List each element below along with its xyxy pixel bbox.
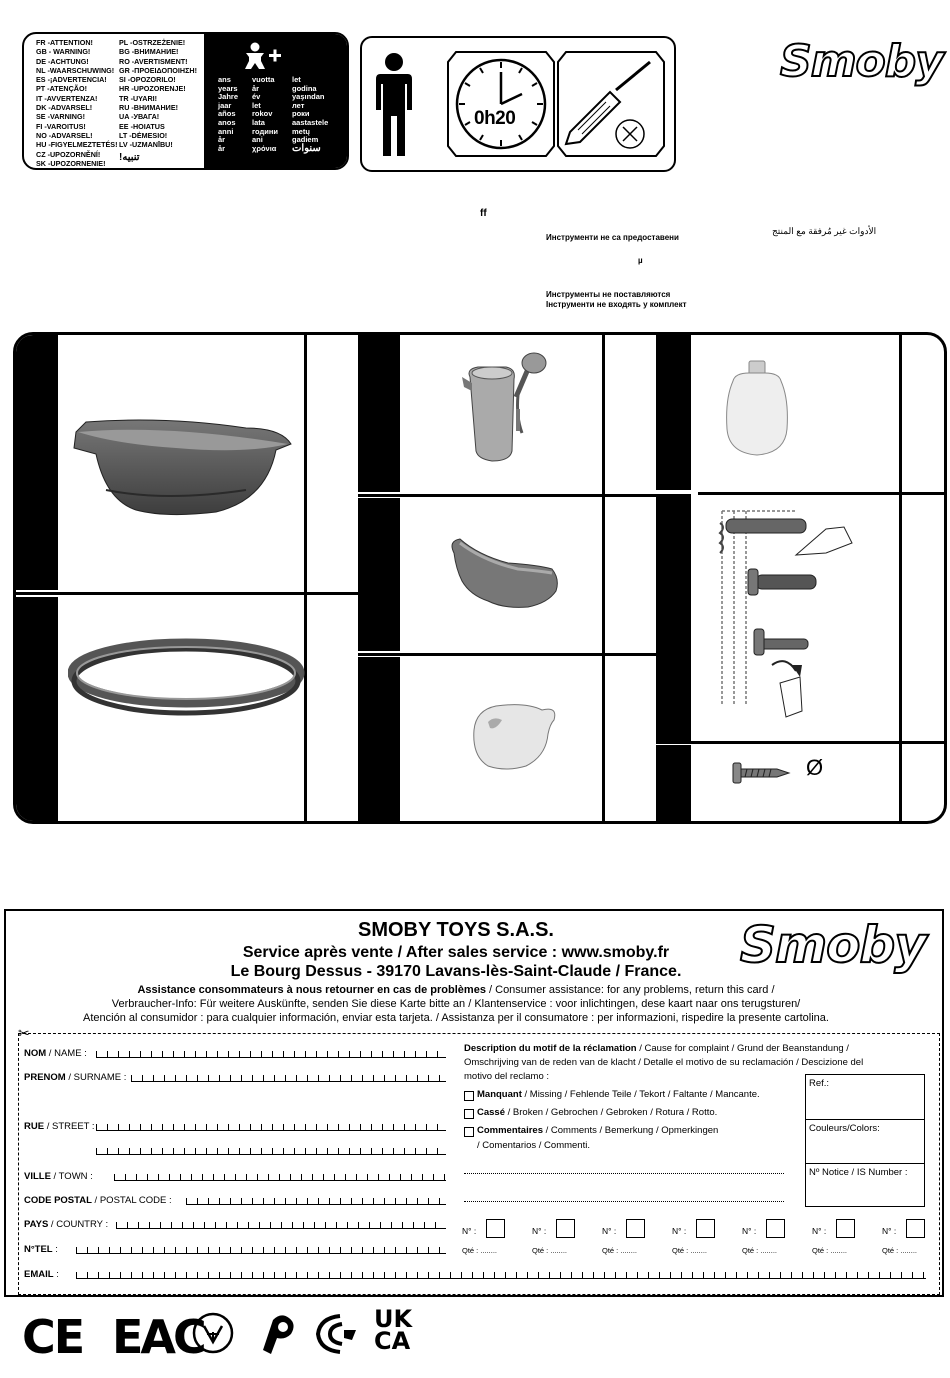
notice-label: Nº Notice / IS Number : <box>809 1167 908 1178</box>
adult-person-icon <box>374 52 414 158</box>
street-input[interactable] <box>96 1124 446 1131</box>
field-surname-label: PRENOM / SURNAME : <box>24 1072 127 1083</box>
comments-checkbox[interactable] <box>464 1127 474 1137</box>
quantity-label[interactable]: Qté : ........ <box>882 1246 918 1255</box>
note-ar: الأدوات غير مُرفقة مع المنتج <box>772 226 877 236</box>
pillow-icon <box>466 700 566 775</box>
assist-line3: Atención al consumidor : para cualquier información, enviar esta tarjeta. / Assistanza per il consumatore : per informazioni, rispedire la presente cartolina. <box>83 1012 829 1024</box>
quantity-label[interactable]: Qté : ........ <box>462 1246 498 1255</box>
child-plus-icon <box>242 42 286 70</box>
bathtub-icon <box>66 410 296 520</box>
part-number-box[interactable] <box>696 1219 715 1238</box>
note-ff: ff <box>480 208 487 219</box>
shower-unit-icon <box>456 347 551 465</box>
part-number-box[interactable] <box>906 1219 925 1238</box>
postcode-input[interactable] <box>186 1198 446 1205</box>
part-number-label: N° : <box>462 1226 477 1236</box>
quantity-label[interactable]: Qté : ........ <box>812 1246 848 1255</box>
quantity-label[interactable]: Qté : ........ <box>742 1246 778 1255</box>
comments-label: Commentaires / Comments / Bemerkung / Opmerkingen <box>477 1125 719 1136</box>
note-bg: Инструменти не са предоставени <box>546 233 679 242</box>
assembly-pictograms <box>360 36 676 172</box>
age-warning-box <box>22 32 349 170</box>
diameter-symbol: Ø <box>806 755 824 780</box>
after-sales-card <box>4 909 944 1297</box>
bottle-icon <box>721 359 793 459</box>
street-input-2[interactable] <box>96 1148 446 1155</box>
assist-line2: Verbraucher-Info: Für weitere Auskünfte, senden Sie diese Karte bitte an / Klantenservice : voor inlichtingen, dese kaart naar ons terugsturen/ <box>111 998 801 1010</box>
part-number-label: N° : <box>742 1226 757 1236</box>
service-line: Service après vente / After sales service : www.smoby.fr <box>242 944 670 961</box>
complaint-title: Description du motif de la réclamation / Cause for complaint / Grund der Beanstandung / <box>464 1043 849 1054</box>
phone-input[interactable] <box>76 1247 446 1254</box>
note-ua: Інструменти не входять у комплект <box>546 300 687 309</box>
field-name-label: NOM / NAME : <box>24 1048 87 1059</box>
field-email-label: EMAIL : <box>24 1269 59 1280</box>
note-mu: µ <box>638 256 643 265</box>
triman-icon <box>312 1310 362 1356</box>
assembly-time: 0h20 <box>474 108 516 129</box>
quantity-label[interactable]: Qté : ........ <box>602 1246 638 1255</box>
comments-line-2[interactable] <box>464 1201 784 1202</box>
address-line: Le Bourg Dessus - 39170 Lavans-lès-Saint-Claude / France. <box>230 963 682 980</box>
screw-icon <box>731 760 793 786</box>
part-number-label: N° : <box>812 1226 827 1236</box>
ref-box <box>805 1074 925 1207</box>
age-panel: ans years Jahre jaar años anos anni år år vuotta år év let rokov lata години ani χρόνια let godina yaşından лет роки aastastele metų gadiem سنوات <box>204 34 349 170</box>
part-number-label: N° : <box>672 1226 687 1236</box>
field-town-label: VILLE / TOWN : <box>24 1171 93 1182</box>
ce-mark: CE <box>22 1310 84 1364</box>
quantity-label[interactable]: Qté : ........ <box>532 1246 568 1255</box>
warning-languages-col2: PL -OSTRZEŻENIE! BG -ВНИМАНИЕ! RO -AVERTISMENT! GR -ΠΡΟΕΙΔΟΠΟΙΗΣΗ! SI -OPOZORILO! HR -UPOZORENJE! TR -UYARI! RU -ВНИМАНИЕ! UA -УВАГА! EE -HOIATUS LT -DĖMESIO! LV -UZMANĪBU! !تنبيه <box>119 38 197 163</box>
country-input[interactable] <box>116 1222 446 1229</box>
scissors-icon: ✂ <box>18 1025 30 1041</box>
missing-checkbox[interactable] <box>464 1091 474 1101</box>
surname-input[interactable] <box>131 1075 446 1082</box>
smoby-logo-card: Smoby <box>740 916 926 974</box>
part-number-box[interactable] <box>626 1219 645 1238</box>
part-number-label: N° : <box>532 1226 547 1236</box>
recycle-triman-icon <box>192 1312 234 1354</box>
part-number-box[interactable] <box>766 1219 785 1238</box>
comments-label-2: / Comentarios / Commenti. <box>477 1140 590 1151</box>
paper-recycle-icon <box>255 1310 301 1356</box>
ref-label: Ref.: <box>809 1078 830 1089</box>
part-number-label: N° : <box>882 1226 897 1236</box>
note-ru: Инструменты не поставляются <box>546 290 671 299</box>
email-input[interactable] <box>76 1272 926 1279</box>
field-phone-label: N°TEL : <box>24 1244 58 1255</box>
field-country-label: PAYS / COUNTRY : <box>24 1219 109 1230</box>
screwdriver-icon <box>554 48 668 160</box>
field-street-label: RUE / STREET : <box>24 1121 95 1132</box>
company-name: SMOBY TOYS S.A.S. <box>358 919 554 941</box>
part-number-label: N° : <box>602 1226 617 1236</box>
part-number-box[interactable] <box>836 1219 855 1238</box>
baby-seat-icon <box>448 535 563 610</box>
eac-mark: EAC <box>112 1310 204 1364</box>
assist-line1: Assistance consommateurs à nous retourner en cas de problèmes / Consumer assistance: for any problems, return this card / <box>137 984 775 996</box>
missing-label: Manquant / Missing / Fehlende Teile / Tekort / Faltante / Mancante. <box>477 1089 760 1100</box>
plug-assembly-icon <box>716 505 876 730</box>
warning-languages-col1: FR -ATTENTION! GB - WARNING! DE -ACHTUNG! NL -WAARSCHUWING! ES -¡ADVERTENCIA! PT -ATENÇÃO! IT -AVVERTENZA! DK -ADVARSEL! SE -VARNING! FI -VAROITUS! NO -ADVARSEL! HU -FIGYELMEZTETÉS! CZ -UPOZORNĚNÍ! SK -UPOZORNENIE! <box>36 38 118 168</box>
clock-icon <box>444 48 558 160</box>
part-number-box[interactable] <box>556 1219 575 1238</box>
broken-checkbox[interactable] <box>464 1109 474 1119</box>
field-postcode-label: CODE POSTAL / POSTAL CODE : <box>24 1195 172 1206</box>
colors-label: Couleurs/Colors: <box>809 1123 880 1134</box>
smoby-logo: Smoby <box>780 36 943 87</box>
parts-list <box>13 332 947 824</box>
complaint-line2: Omschrijving van de reden van de klacht / Detalle el motivo de su reclamación / Descizione del <box>464 1057 864 1068</box>
part-number-box[interactable] <box>486 1219 505 1238</box>
oval-rim-icon <box>68 635 308 725</box>
town-input[interactable] <box>114 1174 446 1181</box>
broken-label: Cassé / Broken / Gebrochen / Gebroken / Rotura / Rotto. <box>477 1107 718 1118</box>
complaint-line3: motivo del reclamo : <box>464 1071 550 1082</box>
ukca-mark: UK CA <box>374 1305 413 1355</box>
comments-line-1[interactable] <box>464 1173 784 1174</box>
quantity-label[interactable]: Qté : ........ <box>672 1246 708 1255</box>
name-input[interactable] <box>96 1051 446 1058</box>
